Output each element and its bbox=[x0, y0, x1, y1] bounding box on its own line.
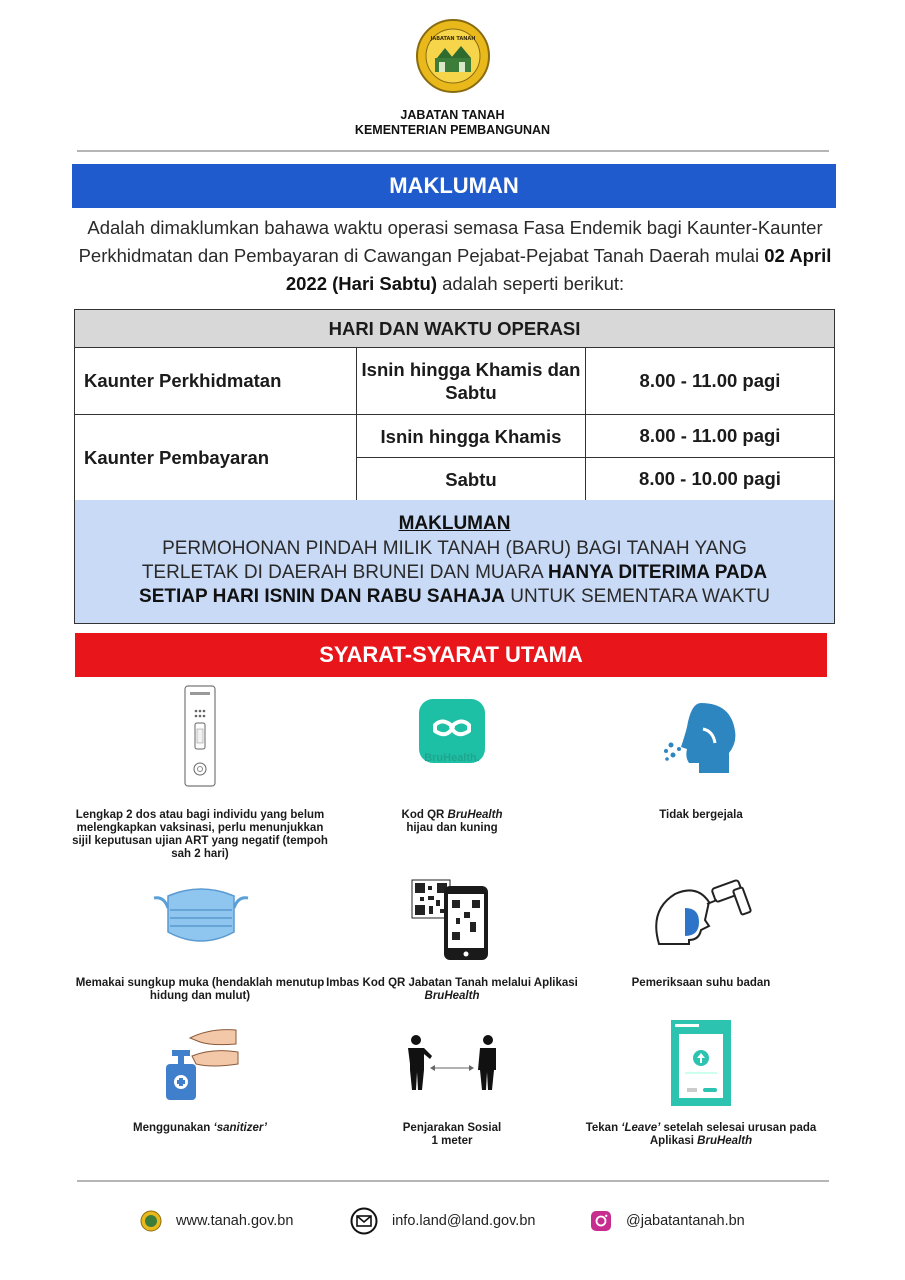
notice-box bbox=[74, 500, 835, 624]
qr-scan-phone-icon bbox=[410, 878, 492, 965]
requirement-item bbox=[70, 1020, 330, 1160]
table-row bbox=[75, 415, 835, 458]
counter-name: Kaunter Pembayaran bbox=[75, 415, 357, 501]
instagram-icon bbox=[590, 1210, 612, 1232]
ministry-name: KEMENTERIAN PEMBANGUNAN bbox=[354, 123, 551, 137]
operation-days: Isnin hingga Khamis dan Sabtu bbox=[357, 348, 586, 415]
operation-hours-table bbox=[74, 309, 835, 501]
website-link[interactable]: www.tanah.gov.bn bbox=[176, 1213, 294, 1229]
requirement-item bbox=[322, 685, 582, 865]
bruhealth-app-icon bbox=[418, 699, 486, 784]
sanitizer-icon bbox=[162, 1026, 240, 1107]
requirement-caption: Memakai sungkup muka (hendaklah menutup hidung dan mulut) bbox=[75, 977, 325, 1002]
requirement-caption: Imbas Kod QR Jabatan Tanah melalui Aplikasi BruHealth bbox=[326, 977, 578, 1002]
face-mask-icon bbox=[150, 884, 252, 955]
footer-instagram[interactable] bbox=[590, 1204, 745, 1238]
instagram-handle[interactable]: @jabatantanah.bn bbox=[626, 1213, 745, 1229]
requirement-caption: Penjarakan Sosial 1 meter bbox=[402, 1122, 502, 1147]
operation-days: Sabtu bbox=[357, 458, 586, 501]
operation-days: Isnin hingga Khamis bbox=[357, 415, 586, 458]
temperature-check-icon bbox=[651, 878, 755, 953]
requirement-item bbox=[571, 685, 831, 865]
page-header bbox=[0, 18, 905, 138]
email-icon bbox=[350, 1207, 378, 1235]
footer-divider bbox=[77, 1180, 829, 1182]
requirement-caption: Pemeriksaan suhu badan bbox=[631, 977, 771, 989]
requirement-caption: Tekan ‘Leave’ setelah selesai urusan pada Aplikasi BruHealth bbox=[585, 1122, 817, 1147]
leave-app-icon bbox=[671, 1020, 731, 1111]
operation-time: 8.00 - 10.00 pagi bbox=[586, 458, 835, 501]
social-distancing-icon bbox=[402, 1034, 502, 1097]
requirement-item bbox=[322, 874, 582, 1014]
requirement-item bbox=[70, 685, 330, 865]
requirement-caption: Menggunakan ‘sanitizer’ bbox=[133, 1122, 267, 1134]
jabatan-tanah-logo-icon bbox=[415, 18, 491, 94]
requirement-item bbox=[70, 874, 330, 1014]
svg-text:JABATAN TANAH: JABATAN TANAH bbox=[430, 36, 475, 42]
intro-paragraph: Adalah dimaklumkan bahawa waktu operasi semasa Fasa Endemik bagi Kaunter-Kaunter Perkhidmatan dan Pembayaran di Cawangan Pejabat-Pejabat Tanah Daerah mulai 02 April 2022 (Hari Sabtu) adalah seperti berikut: bbox=[78, 217, 832, 294]
requirement-caption: Tidak bergejala bbox=[659, 809, 743, 821]
requirement-item bbox=[322, 1020, 582, 1160]
bruhealth-label: BruHealth. bbox=[424, 752, 480, 764]
art-test-kit-icon bbox=[184, 685, 216, 792]
sneeze-symptom-icon bbox=[663, 699, 743, 780]
requirement-item bbox=[571, 874, 831, 1014]
email-link[interactable]: info.land@land.gov.bn bbox=[392, 1213, 536, 1229]
operation-time: 8.00 - 11.00 pagi bbox=[586, 348, 835, 415]
requirements-banner: SYARAT-SYARAT UTAMA bbox=[75, 633, 827, 677]
table-header: HARI DAN WAKTU OPERASI bbox=[75, 310, 835, 348]
notice-title: MAKLUMAN bbox=[398, 513, 511, 534]
notice-body: PERMOHONAN PINDAH MILIK TANAH (BARU) BAGI TANAH YANG TERLETAK DI DAERAH BRUNEI DAN MUARA HANYA DITERIMA PADA SETIAP HARI ISNIN DAN RABU SAHAJA UNTUK SEMENTARA WAKTU bbox=[139, 538, 770, 607]
makluman-banner: MAKLUMAN bbox=[72, 164, 836, 208]
counter-name: Kaunter Perkhidmatan bbox=[75, 348, 357, 415]
jabatan-tanah-small-logo-icon bbox=[140, 1210, 162, 1232]
requirement-item bbox=[571, 1020, 831, 1160]
page-footer bbox=[0, 1204, 905, 1238]
operation-time: 8.00 - 11.00 pagi bbox=[586, 415, 835, 458]
org-name: JABATAN TANAH bbox=[400, 108, 505, 122]
effective-date: 02 April 2022 (Hari Sabtu) bbox=[285, 245, 832, 294]
requirement-caption: Lengkap 2 dos atau bagi individu yang belum melengkapkan vaksinasi, perlu menunjukkan sijil keputusan ujian ART yang negatif (tempoh sah 2 hari) bbox=[72, 809, 328, 860]
table-row bbox=[75, 348, 835, 415]
footer-website[interactable] bbox=[140, 1204, 293, 1238]
footer-email[interactable] bbox=[350, 1204, 535, 1238]
header-divider bbox=[77, 150, 829, 152]
requirement-caption: Kod QR BruHealth hijau dan kuning bbox=[401, 809, 503, 834]
